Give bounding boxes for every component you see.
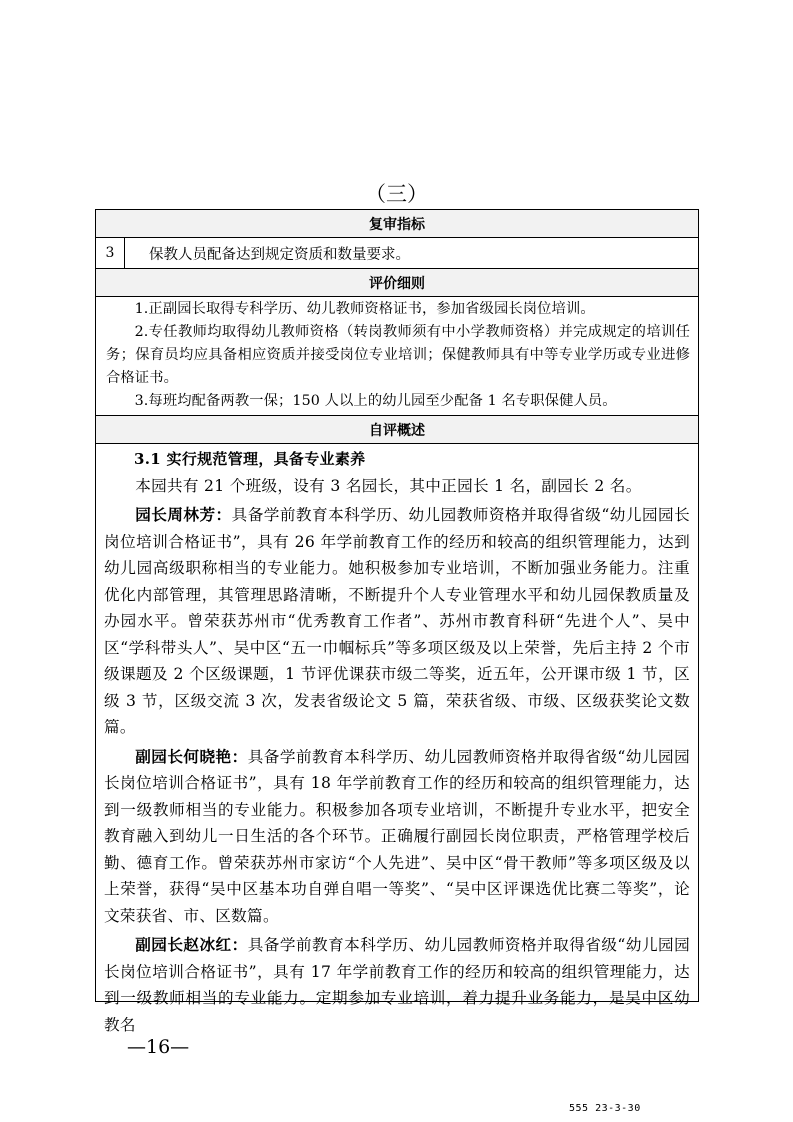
- self-eval-intro: 本园共有 21 个班级，设有 3 名园长，其中正园长 1 名，副园长 2 名。: [135, 476, 642, 495]
- vice-principal-2-paragraph: [104, 932, 690, 1038]
- indicator-row: [96, 238, 698, 269]
- indicator-number: 3: [96, 238, 125, 268]
- self-eval-header: 自评概述: [96, 416, 698, 444]
- section-title: （三）: [365, 182, 428, 206]
- principal-name: 园长周林芳：: [135, 505, 232, 524]
- vice-principal-1-paragraph: [104, 744, 690, 930]
- self-eval-subheading: 3.1 实行规范管理，具备专业素养: [134, 450, 366, 468]
- vice-principal-2-name: 副园长赵冰红：: [135, 935, 248, 954]
- review-table: [95, 209, 699, 1034]
- criteria-item: 3.每班均配备两教一保；150 人以上的幼儿园至少配备 1 名专职保健人员。: [134, 393, 617, 409]
- review-indicator-header: 复审指标: [96, 210, 698, 238]
- vice-principal-1-name: 副园长何晓艳：: [135, 746, 248, 766]
- criteria-item: 2.专任教师均取得幼儿教师资格（转岗教师须有中小学教师资格）并完成规定的培训任务；保育员均应具备相应资质并接受岗位专业培训；保健教师具有中等专业学历或专业进修合格证书。: [106, 324, 690, 386]
- criteria-header: 评价细则: [96, 269, 698, 297]
- criteria-list: [96, 297, 698, 416]
- vice-principal-1-text: 具备学前教育本科学历、幼儿园教师资格并取得省级“幼儿园园长岗位培训合格证书”，具有 18 年学前教育工作的经历和较高的组织管理能力，达到一级教师相当的专业能力。积极参加各项专业培训，不断提升专业水平，把安全教育融入到幼儿一日生活的各个环节。正确履行副园长岗位职责，严格管理学校后勤、德育工作。曾荣获苏州市家访“个人先进”、吴中区“骨干教师”等多项区级及以上荣誉，获得“吴中区基本功自弹自唱一等奖”、“吴中区评课选优比赛二等奖”，论文荣获省、市、区数篇。: [104, 747, 690, 925]
- indicator-text: 保教人员配备达到规定资质和数量要求。: [149, 246, 410, 263]
- footer-code: 555 23-3-30: [569, 1103, 641, 1114]
- vice-principal-2-text: 具备学前教育本科学历、幼儿园教师资格并取得省级“幼儿园园长岗位培训合格证书”，具有 17 年学前教育工作的经历和较高的组织管理能力，达到一级教师相当的专业能力。定期参加专业培训，着力提升业务能力，是吴中区幼教名: [104, 936, 690, 1034]
- principal-text: 具备学前教育本科学历、幼儿园教师资格并取得省级“幼儿园园长岗位培训合格证书”，具有 26 年学前教育工作的经历和较高的组织管理能力，达到幼儿园高级职称相当的专业能力。她积极参加专业培训，不断加强业务能力。注重优化内部管理，其管理思路清晰，不断提升个人专业管理水平和幼儿园保教质量及办园水平。曾荣获苏州市“优秀教育工作者”、苏州市教育科研“先进个人”、吴中区“学科带头人”、吴中区“五一巾帼标兵”等多项区级及以上荣誉，先后主持 2 个市级课题及 2 个区级课题，1 节评优课获市级二等奖，近五年，公开课市级 1 节，区级 3 节，区级交流 3 次，发表省级论文 5 篇，荣获省级、市级、区级获奖论文数篇。: [104, 506, 690, 736]
- page-number: —16—: [127, 1036, 190, 1058]
- self-eval-body: [96, 444, 698, 1038]
- criteria-item: 1.正副园长取得专科学历、幼儿教师资格证书，参加省级园长岗位培训。: [134, 301, 595, 317]
- principal-paragraph: [104, 502, 690, 741]
